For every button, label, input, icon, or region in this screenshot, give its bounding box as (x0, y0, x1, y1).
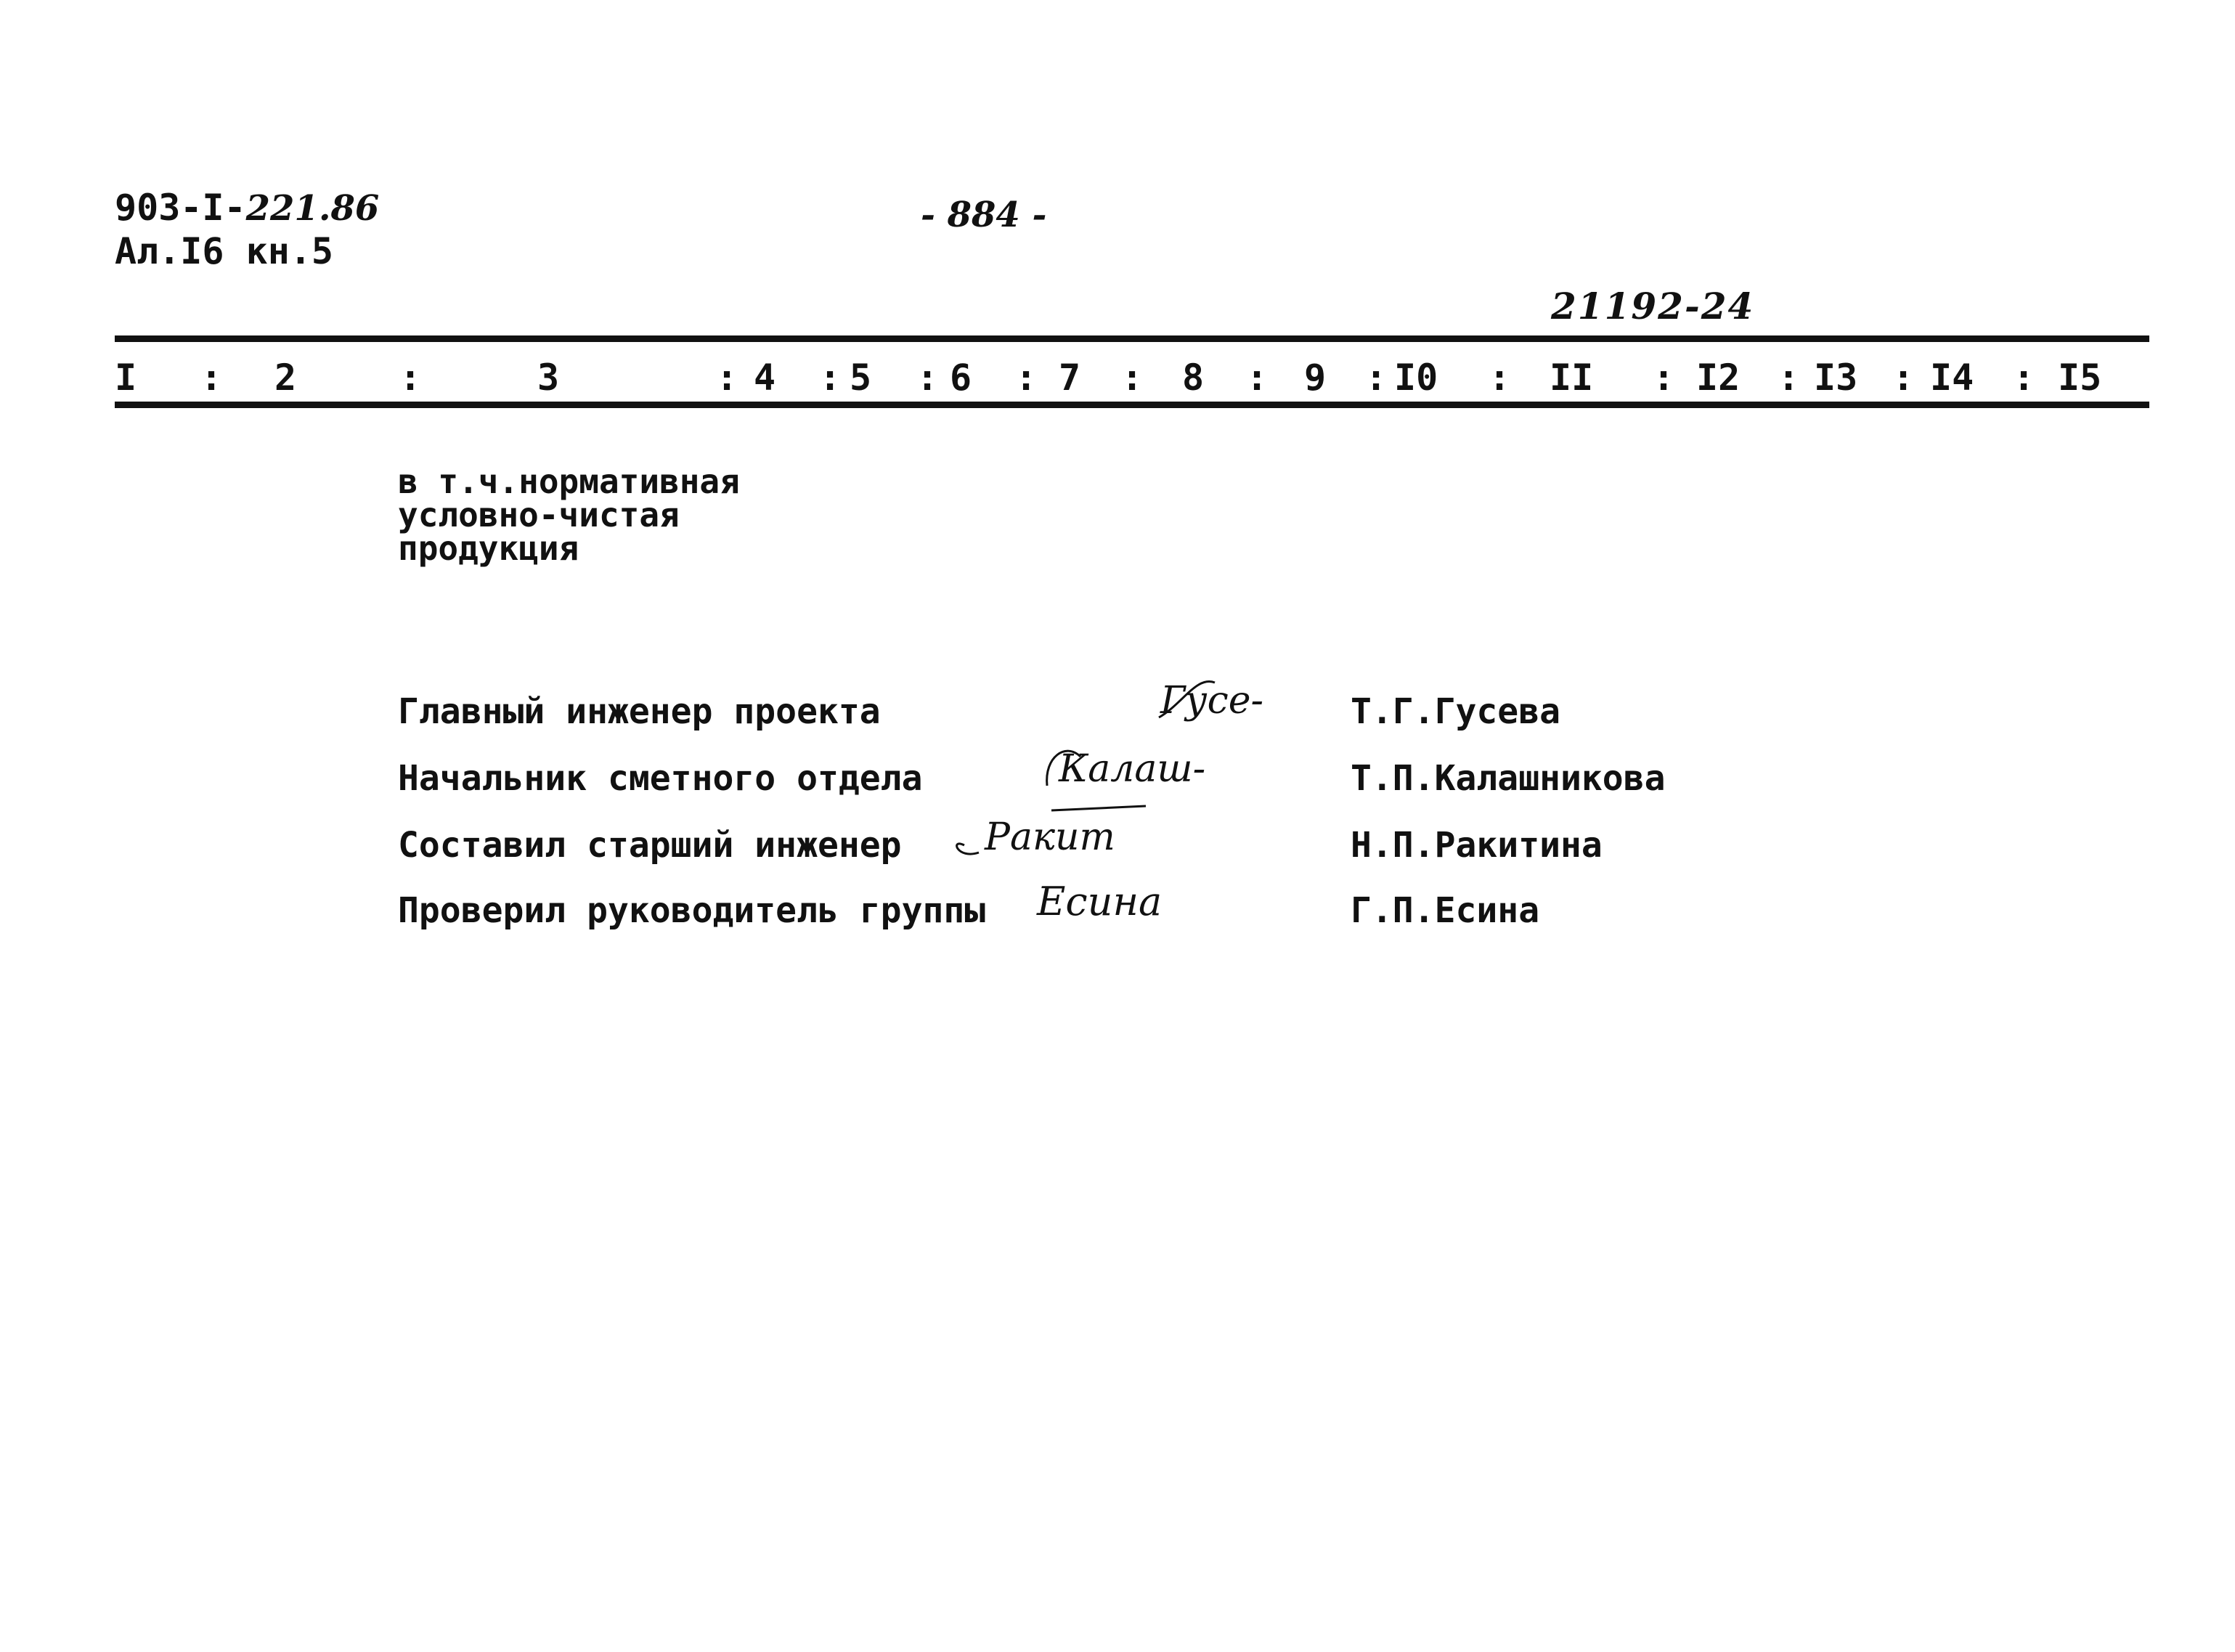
column-separator: : (716, 357, 738, 399)
column-number: 4 (754, 357, 776, 399)
column-separator: : (200, 357, 223, 399)
column-separator: : (1121, 357, 1144, 399)
column-number: 9 (1304, 357, 1327, 399)
row-description-line: продукция (398, 529, 579, 568)
column-number: 2 (274, 357, 297, 399)
document-code (115, 187, 379, 229)
svg-text:Калаш-: Калаш- (1059, 747, 1206, 791)
svg-text:Есина: Есина (1037, 879, 1163, 924)
signatory-name: Н.П.Ракитина (1351, 825, 1603, 866)
column-number: 6 (950, 357, 972, 399)
column-separator: : (1778, 357, 1800, 399)
signatory-name: Т.П.Калашникова (1351, 758, 1666, 799)
signatory-role: Главный инженер проекта (398, 691, 881, 732)
column-number: 8 (1182, 357, 1205, 399)
column-number: I3 (1814, 357, 1858, 399)
signatory-role: Составил старший инженер (398, 825, 902, 866)
svg-text:Ракит: Ракит (985, 815, 1115, 859)
signature-row (398, 879, 2068, 940)
column-number: I0 (1394, 357, 1438, 399)
album-reference: Ал.I6 кн.5 (115, 230, 334, 272)
row-description (398, 462, 740, 568)
column-separator: : (1365, 357, 1388, 399)
document-code-handwritten: 221.86 (245, 188, 380, 229)
column-separator: : (399, 357, 422, 399)
column-number: I (115, 357, 137, 399)
svg-text:Гусе-: Гусе- (1160, 679, 1264, 723)
column-number: 7 (1059, 357, 1081, 399)
column-separator: : (1489, 357, 1511, 399)
column-number: I2 (1696, 357, 1741, 399)
signatory-role: Проверил руководитель группы (398, 890, 986, 931)
column-number: I5 (2058, 357, 2102, 399)
row-description-line: в т.ч.нормативная (398, 462, 740, 501)
signatory-name: Г.П.Есина (1351, 890, 1540, 931)
column-separator: : (2013, 357, 2035, 399)
row-description-line: условно-чистая (398, 495, 680, 534)
column-separator: : (916, 357, 939, 399)
handwritten-signature (1022, 860, 1240, 940)
page-number: - 884 - (921, 195, 1047, 235)
table-bottom-rule (115, 402, 2149, 408)
column-separator: : (1015, 357, 1038, 399)
column-separator: : (1653, 357, 1675, 399)
column-number: 5 (850, 357, 872, 399)
column-separator: : (819, 357, 842, 399)
column-separator: : (1892, 357, 1915, 399)
column-number: II (1550, 357, 1594, 399)
column-number: I4 (1930, 357, 1974, 399)
archive-stamp-number: 21192-24 (1551, 285, 1755, 327)
signatory-role: Начальник сметного отдела (398, 758, 923, 799)
signature-row (398, 749, 2068, 807)
column-number: 3 (537, 357, 560, 399)
table-top-rule (115, 335, 2149, 342)
column-separator: : (1246, 357, 1269, 399)
document-code-printed: 903-I- (115, 187, 246, 229)
signatory-name: Т.Г.Гусева (1351, 691, 1560, 732)
column-number-row (115, 356, 2149, 399)
